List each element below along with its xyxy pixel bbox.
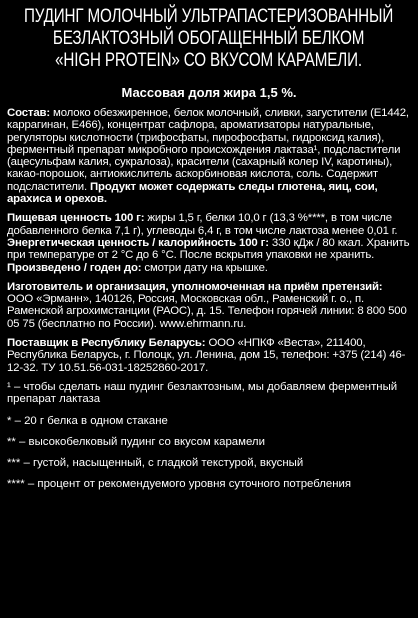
composition-label: Состав: <box>7 107 51 119</box>
composition-section <box>7 107 411 205</box>
date-text: смотри дату на крышке. <box>144 261 268 274</box>
title-line-2: БЕЗЛАКТОЗНЫЙ ОБОГАЩЕННЫЙ БЕЛКОМ <box>53 27 365 49</box>
manufacturer-text: ООО «Эрманн», 140126, Россия, Московская обл., Раменский г. о., п. Раменской агрохимстанции (РАОС), д. 15. Телефон горячей линии: 8 800 500 05 75 (бесплатно по России). www.ehrmann.ru. <box>7 293 407 330</box>
product-title <box>7 5 410 71</box>
title-line-1: ПУДИНГ МОЛОЧНЫЙ УЛЬТРАПАСТЕРИЗОВАННЫЙ <box>24 5 394 27</box>
date-label: Произведено / годен до: <box>7 261 142 274</box>
supplier-section <box>7 337 411 374</box>
manufacturer-section <box>7 281 411 330</box>
nutrition-section <box>7 212 411 273</box>
footnote-2: ** – высокобелковый пудинг со вкусом карамели <box>7 435 265 448</box>
composition-text: молоко обезжиренное, белок молочный, сливки, загустители (E1442, каррагинан, E466), концентрат сафлора, ароматизаторы натуральные, регуляторы кислотности (трифосфаты, пирофосфаты, гидроксид калия), ферментный препарат микробного происхождения лактаза¹, подсластители (ацесульфам калия, сукралоза), красители (сахарный колер IV, каротины), какао-порошок, антиокислитель аскорбиновая кислота, соль. Содержит подсластители. <box>7 107 409 193</box>
title-line-3: «HIGH PROTEIN» СО ВКУСОМ КАРАМЕЛИ. <box>55 49 363 71</box>
footnote-1: * – 20 г белка в одном стакане <box>7 414 168 427</box>
footnote-4: **** – процент от рекомендуемого уровня суточного потребления <box>7 478 352 491</box>
fat-content: Массовая доля жира 1,5 %. <box>121 85 297 100</box>
energy-label: Энергетическая ценность / калорийность 100 г: <box>7 236 269 249</box>
footnote-lactase: ¹ – чтобы сделать наш пудинг безлактозным, мы добавляем ферментный препарат лактаза <box>7 380 398 406</box>
allergen-warning: Продукт может содержать следы глютена, яиц, сои, арахиса и орехов. <box>7 180 378 206</box>
footnote-3: *** – густой, насыщенный, с гладкой текстурой, вкусный <box>7 457 304 470</box>
manufacturer-label: Изготовитель и организация, уполномоченная на приём претензий: <box>7 280 383 293</box>
nutrition-text: жиры 1,5 г, белки 10,0 г (13,3 %****, в том числе добавленного белка 7,1 г), углеводы 6,4 г, в том числе лактоза менее 0,01 г. <box>7 212 398 237</box>
storage-text: Хранить при температуре от 2 °С до 6 °С. После вскрытия упаковки не хранить. <box>7 236 410 262</box>
supplier-label: Поставщик в Республику Беларусь: <box>7 337 206 350</box>
nutrition-label: Пищевая ценность 100 г: <box>7 212 145 225</box>
supplier-text: ООО «НПКФ «Веста», 211400, Республика Беларусь, г. Полоцк, ул. Ленина, дом 15, телефон: +375 (214) 46-12-32. ТУ 10.51.56-031-18252860-2017. <box>7 337 406 374</box>
energy-text: 330 кДж / 80 ккал. <box>271 236 364 249</box>
